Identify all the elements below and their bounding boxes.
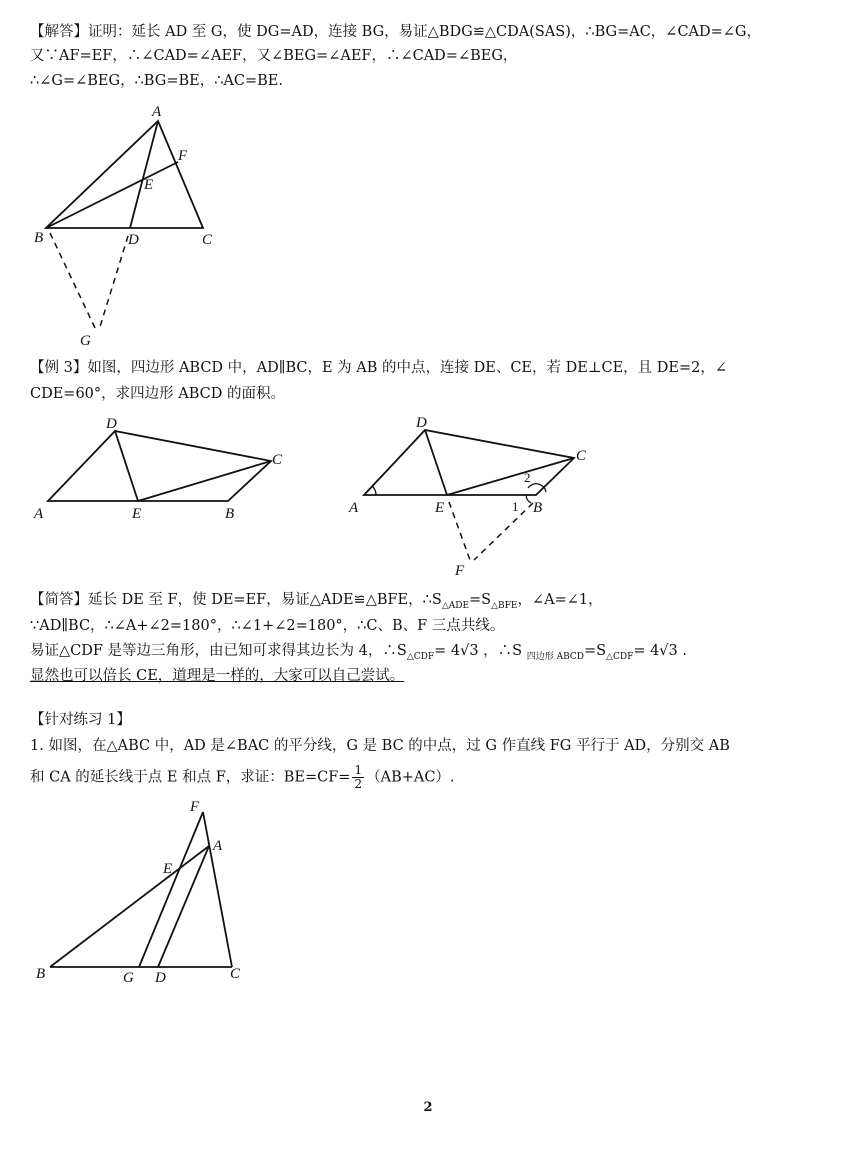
- label-b: B: [36, 966, 46, 982]
- label-c: C: [230, 966, 241, 982]
- practice-line1: 1. 如图，在△ABC 中，AD 是∠BAC 的平分线，G 是 BC 的中点，过 G 作直线 FG 平行于 AD，分别交 AB: [30, 738, 730, 754]
- label-e: E: [163, 861, 173, 877]
- example3-line1: 【例 3】如图，四边形 ABCD 中，AD∥BC，E 为 AB 的中点，连接 DE、CE，若 DE⊥CE，且 DE=2，∠: [30, 360, 727, 376]
- label-f: F: [178, 148, 188, 164]
- page-number: 2: [423, 1100, 433, 1115]
- label-e: E: [132, 506, 142, 522]
- practice-line2: 和 CA 的延长线于点 E 和点 F，求证：BE=CF= $\frac{1}{2}$ （AB+AC）.: [30, 763, 455, 791]
- label-angle-1: 1: [512, 499, 519, 514]
- brief-answer-line2: ∵AD∥BC，∴∠A+∠2=180°，∴∠1+∠2=180°，∴C、B、F 三点共线。: [30, 618, 505, 634]
- label-a: A: [152, 104, 162, 120]
- brief-answer-note: 显然也可以倍长 CE，道理是一样的，大家可以自己尝试。: [30, 668, 405, 684]
- segment-bf: [50, 846, 209, 967]
- label-d: D: [155, 970, 166, 986]
- label-d: D: [416, 415, 427, 431]
- label-b: B: [533, 500, 543, 516]
- label-d: D: [106, 416, 117, 432]
- segment-ac-extended: [203, 812, 232, 967]
- fraction-one-half: $\frac{1}{2}$: [354, 763, 363, 791]
- solution1-line1: 【解答】证明：延长 AD 至 G，使 DG=AD，连接 BG，易证△BDG≌△CDA(SAS)，∴BG=AC，∠CAD=∠G，: [30, 24, 762, 40]
- label-c: C: [576, 448, 587, 464]
- example3-line2: CDE=60°，求四边形 ABCD 的面积。: [30, 386, 285, 402]
- label-c: C: [202, 232, 213, 248]
- segment-gf: [139, 812, 203, 967]
- brief-answer-line3: 易证△CDF 是等边三角形，由已知可求得其边长为 4，$\therefore S_{\triangle CDF}= 4√3$ ，∴S $_{四边形 ABCD}=S_{\triangle CDF}= 4√3$ .: [30, 643, 687, 662]
- solution1-line2: 又∵AF=EF，∴∠CAD=∠AEF，又∠BEG=∠AEF，∴∠CAD=∠BEG，: [30, 48, 518, 64]
- label-g: G: [123, 970, 134, 986]
- label-d: D: [128, 232, 139, 248]
- label-b: B: [34, 230, 44, 246]
- label-a: A: [213, 838, 223, 854]
- label-e: E: [435, 500, 445, 516]
- brief-answer-line1: 【简答】延长 DE 至 F，使 DE=EF，易证△ADE≌△BFE，$\therefore S_{\triangle ADE}=S_{\triangle BFE}$，∠A=∠1，: [30, 592, 603, 611]
- label-f: F: [455, 563, 465, 579]
- solution1-line3: ∴∠G=∠BEG，∴BG=BE，∴AC=BE.: [30, 73, 283, 89]
- label-e: E: [144, 177, 154, 193]
- label-f: F: [190, 799, 200, 815]
- label-a: A: [349, 500, 359, 516]
- label-g: G: [80, 333, 91, 349]
- label-angle-2: 2: [524, 470, 531, 485]
- practice-heading: 【针对练习 1】: [30, 712, 131, 728]
- label-c: C: [272, 452, 283, 468]
- label-a: A: [34, 506, 44, 522]
- label-b: B: [225, 506, 235, 522]
